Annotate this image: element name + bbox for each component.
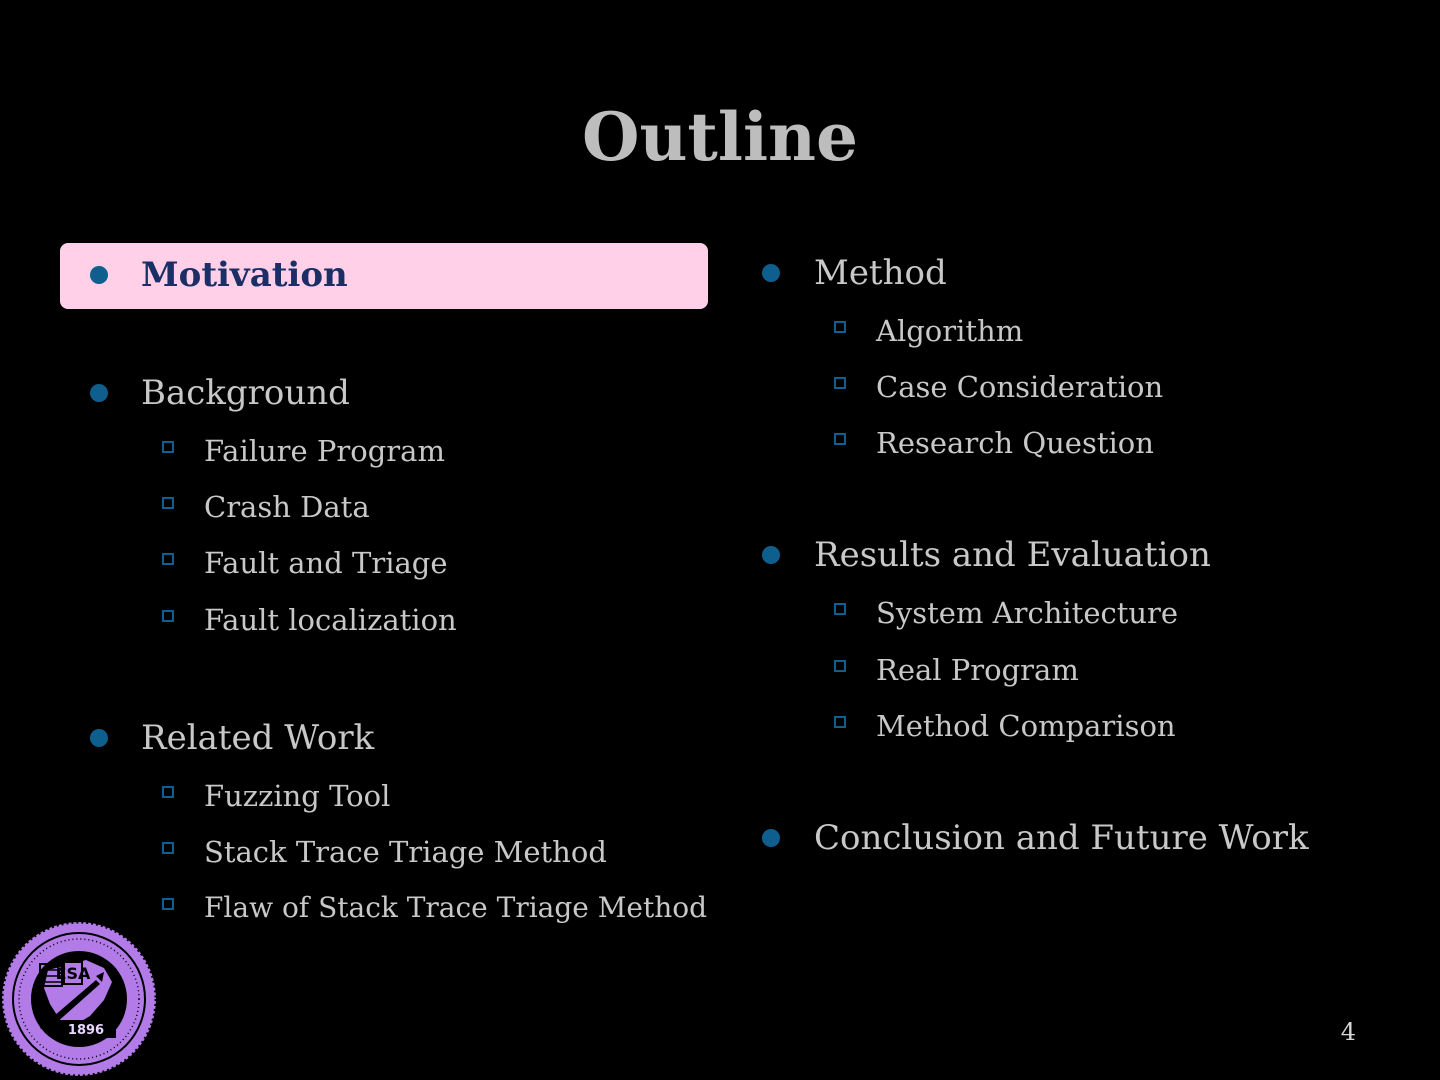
outline-subitem-label: Fault and Triage [204, 546, 448, 580]
outline-item-label: Motivation [141, 255, 348, 295]
outline-subitem-label: Method Comparison [876, 709, 1176, 743]
outline-subitem-label: Stack Trace Triage Method [204, 835, 607, 869]
square-bullet-icon [162, 786, 174, 798]
page-number: 4 [1340, 1018, 1356, 1046]
outline-item-label: Conclusion and Future Work [814, 818, 1309, 858]
logo-year: 1896 [67, 1023, 105, 1038]
outline-subitem-label: Crash Data [204, 490, 370, 524]
square-bullet-icon [834, 660, 846, 672]
square-bullet-icon [834, 433, 846, 445]
outline-item-label: Results and Evaluation [814, 535, 1211, 575]
square-bullet-icon [834, 603, 846, 615]
outline-subitem-label: Real Program [876, 653, 1079, 687]
square-bullet-icon [162, 610, 174, 622]
outline-item-label: Background [141, 373, 350, 413]
outline-subitem-label: Case Consideration [876, 370, 1164, 404]
square-bullet-icon [834, 716, 846, 728]
outline-subitem-label: Fuzzing Tool [204, 779, 391, 813]
square-bullet-icon [162, 553, 174, 565]
square-bullet-icon [834, 377, 846, 389]
bullet-icon [90, 729, 108, 747]
square-bullet-icon [162, 842, 174, 854]
square-bullet-icon [162, 497, 174, 509]
outline-subitem-label: System Architecture [876, 596, 1179, 630]
bullet-icon [90, 266, 108, 284]
bullet-icon [762, 829, 780, 847]
square-bullet-icon [162, 898, 174, 910]
outline-item-label: Method [814, 253, 947, 293]
bullet-icon [762, 546, 780, 564]
bullet-icon [90, 384, 108, 402]
outline-subitem-label: Fault localization [204, 603, 457, 637]
square-bullet-icon [834, 321, 846, 333]
outline-subitem-label: Algorithm [876, 314, 1024, 348]
outline-subitem-label: Failure Program [204, 434, 445, 468]
slide-title: Outline [581, 98, 859, 176]
outline-item-label: Related Work [141, 718, 375, 758]
bullet-icon [762, 264, 780, 282]
square-bullet-icon [162, 441, 174, 453]
outline-subitem-label: Research Question [876, 426, 1154, 460]
university-seal-icon [0, 920, 158, 1078]
logo-letter: ESA [55, 964, 91, 983]
outline-subitem-label: Flaw of Stack Trace Triage Method [204, 891, 708, 924]
